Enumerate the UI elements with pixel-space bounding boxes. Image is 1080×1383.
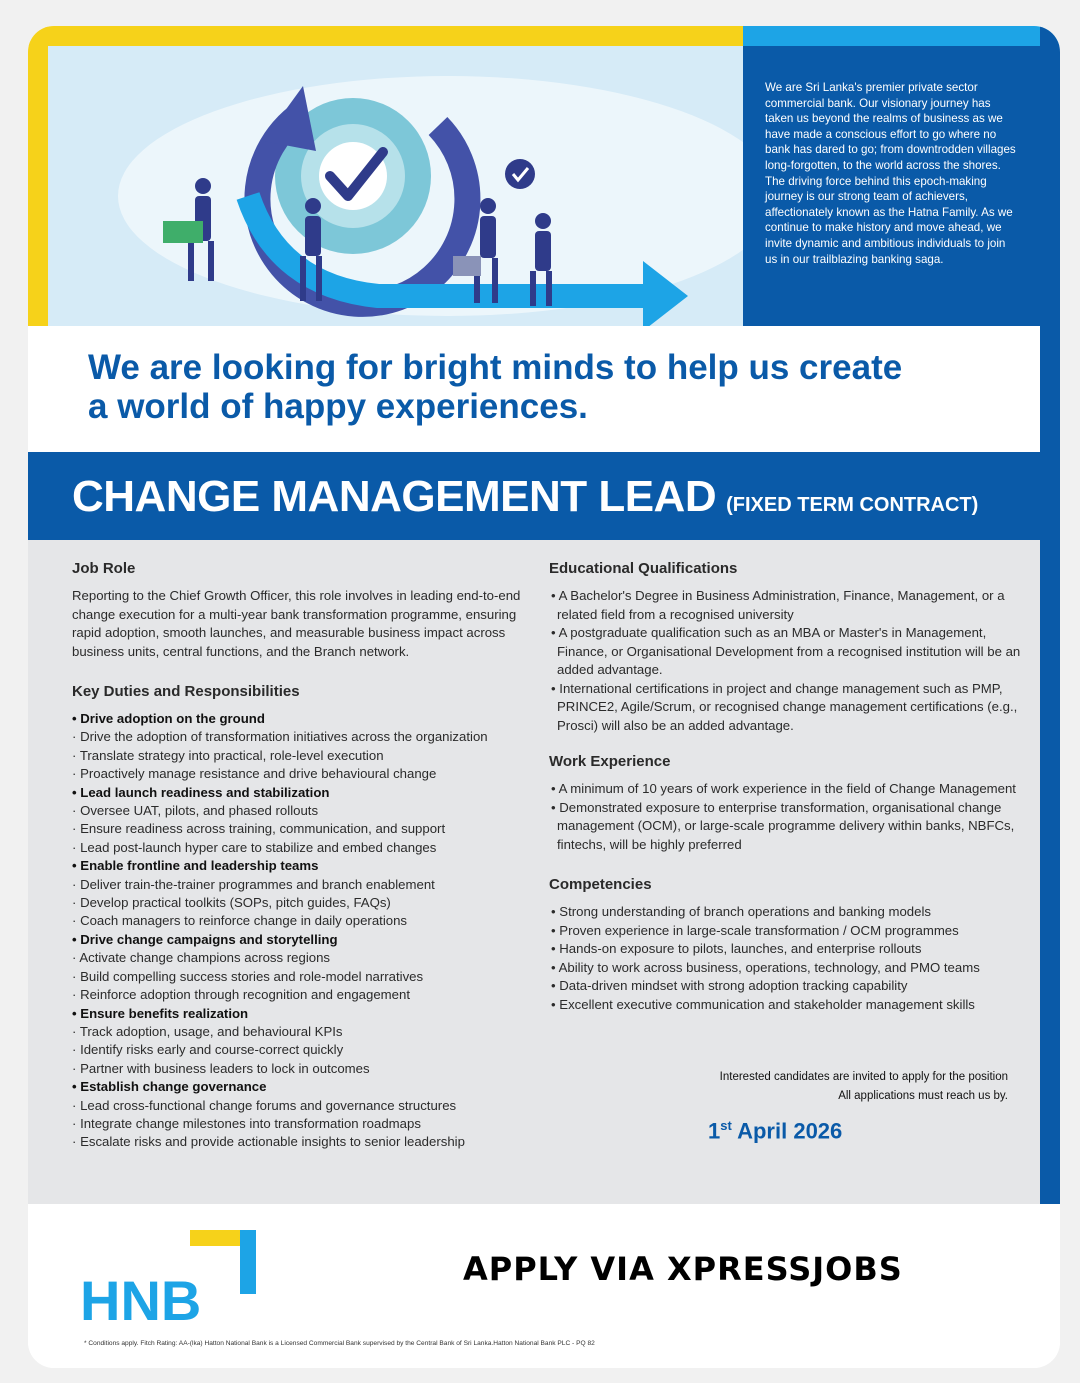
content-area: [28, 540, 1040, 1204]
position-title-bar: [28, 452, 1060, 540]
duty-group-heading: • Enable frontline and leadership teams: [72, 857, 522, 875]
duty-item: · Identify risks early and course-correct quickly: [72, 1041, 522, 1059]
duty-item: · Track adoption, usage, and behavioural KPIs: [72, 1023, 522, 1041]
duty-item: · Integrate change milestones into transformation roadmaps: [72, 1115, 522, 1133]
education-list: [549, 587, 1039, 735]
tagline: [28, 326, 1040, 452]
education-heading: Educational Qualifications: [549, 560, 738, 577]
duty-group-heading: • Drive change campaigns and storytelling: [72, 931, 522, 949]
duty-item: · Lead post-launch hyper care to stabilize and embed changes: [72, 839, 522, 857]
duty-item: · Partner with business leaders to lock in outcomes: [72, 1060, 522, 1078]
duty-group-heading: • Lead launch readiness and stabilization: [72, 784, 522, 802]
top-accent-blue: [743, 26, 1060, 46]
job-role-text: Reporting to the Chief Growth Officer, this role involves in leading end-to-end change execution for a multi-year bank transformation programme, ensuring rapid adoption, smooth launches, and measurable business impact across business units, central functions, and the Branch network.: [72, 588, 521, 659]
duties-list: [72, 710, 522, 1152]
competency-item: • Hands-on exposure to pilots, launches, and enterprise rollouts: [549, 940, 1039, 959]
duty-item: · Proactively manage resistance and drive behavioural change: [72, 765, 522, 783]
about-bank-text: We are Sri Lanka's premier private sector commercial bank. Our visionary journey has taken us beyond the realms of business as we have made a conscious effort to go where no bank has dared to go; from downtrodden villages long-forgotten, to the world across the shores. The driving force behind this epoch-making journey is our strong team of achievers, affectionately known as the Hatna Family. As we continue to make history and move ahead, we invite dynamic and ambitious individuals to join us in our trailblazing banking saga.: [743, 46, 1040, 326]
disclaimer: * Conditions apply. Fitch Rating: AA-(lka) Hatton National Bank is a Licensed Commercial Bank supervised by the Central Bank of Sri Lanka.Hatton National Bank PLC - PQ 82: [84, 1340, 595, 1347]
competency-item: • Ability to work across business, operations, technology, and PMO teams: [549, 959, 1039, 978]
duty-item: · Activate change champions across regions: [72, 949, 522, 967]
job-role-heading: Job Role: [72, 560, 136, 577]
duty-item: · Deliver train-the-trainer programmes and branch enablement: [72, 876, 522, 894]
education-item: • A Bachelor's Degree in Business Administration, Finance, Management, or a related field from a recognised university: [549, 587, 1039, 624]
apply-note: [688, 1068, 1008, 1106]
competency-item: • Strong understanding of branch operations and banking models: [549, 903, 1039, 922]
apply-note-line-2: All applications must reach us by.: [838, 1090, 1008, 1102]
job-advert: [28, 26, 1060, 1368]
duty-group-heading: • Establish change governance: [72, 1078, 522, 1096]
hero-illustration: [48, 46, 743, 326]
deadline-date: 1st April 2026: [708, 1118, 843, 1144]
duties-heading: Key Duties and Responsibilities: [72, 683, 300, 700]
left-column: [72, 560, 522, 1152]
duty-item: · Escalate risks and provide actionable insights to senior leadership: [72, 1133, 522, 1151]
left-accent-yellow: [28, 26, 48, 326]
footer: [28, 1204, 1060, 1368]
tagline-line-1: We are looking for bright minds to help us create: [88, 348, 903, 387]
education-item: • A postgraduate qualification such as an MBA or Master's in Management, Finance, or Organisational Development from a recognised institution will be an added advantage.: [549, 624, 1039, 680]
duty-item: · Ensure readiness across training, communication, and support: [72, 820, 522, 838]
education-item: • International certifications in project and change management such as PMP, PRINCE2, Agile/Scrum, or recognised change management certifications (e.g., Prosci) will also be an added advantage.: [549, 680, 1039, 736]
experience-item: • Demonstrated exposure to enterprise transformation, organisational change management (OCM), or large-scale programme delivery within banks, NBFCs, fintechs, will be highly preferred: [549, 799, 1039, 855]
duty-group-heading: • Drive adoption on the ground: [72, 710, 522, 728]
duty-item: · Lead cross-functional change forums and governance structures: [72, 1097, 522, 1115]
competencies-list: [549, 903, 1039, 1014]
duty-item: · Build compelling success stories and role-model narratives: [72, 968, 522, 986]
logo-wordmark: HNB: [80, 1269, 202, 1328]
duty-item: · Reinforce adoption through recognition and engagement: [72, 986, 522, 1004]
experience-item: • A minimum of 10 years of work experience in the field of Change Management: [549, 780, 1039, 799]
tagline-line-2: a world of happy experiences.: [88, 387, 588, 426]
experience-heading: Work Experience: [549, 753, 671, 770]
competency-item: • Excellent executive communication and stakeholder management skills: [549, 996, 1039, 1015]
position-title: CHANGE MANAGEMENT LEAD: [72, 472, 717, 521]
right-accent-blue: [1040, 26, 1060, 1206]
duty-item: · Oversee UAT, pilots, and phased rollouts: [72, 802, 522, 820]
duty-item: · Coach managers to reinforce change in daily operations: [72, 912, 522, 930]
right-column: [549, 560, 1039, 1014]
duty-group-heading: • Ensure benefits realization: [72, 1005, 522, 1023]
chat-check-icon: [505, 159, 535, 189]
position-subtitle: (FIXED TERM CONTRACT): [726, 494, 979, 516]
duty-item: · Drive the adoption of transformation initiatives across the organization: [72, 728, 522, 746]
hnb-logo: [80, 1228, 270, 1328]
duty-item: · Develop practical toolkits (SOPs, pitch guides, FAQs): [72, 894, 522, 912]
top-accent-yellow: [28, 26, 743, 46]
competencies-heading: Competencies: [549, 876, 652, 893]
competency-item: • Data-driven mindset with strong adoption tracking capability: [549, 977, 1039, 996]
experience-list: [549, 780, 1039, 854]
duty-item: · Translate strategy into practical, role-level execution: [72, 747, 522, 765]
briefcase-icon: [453, 256, 481, 276]
apply-note-line-1: Interested candidates are invited to apply for the position: [719, 1071, 1008, 1083]
apply-via-xpressjobs-link[interactable]: APPLY VIA XPRESSJOBS: [463, 1250, 903, 1288]
competency-item: • Proven experience in large-scale transformation / OCM programmes: [549, 922, 1039, 941]
money-icon: [163, 221, 203, 243]
